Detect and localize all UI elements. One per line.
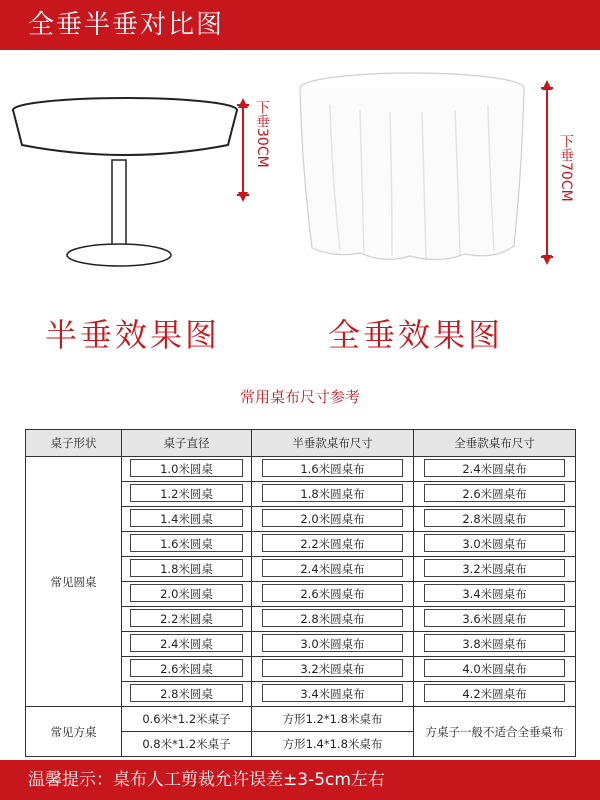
diameter-cell bbox=[122, 632, 252, 657]
half-drop-measure-label: 下垂30CM bbox=[254, 100, 270, 168]
full-drop-cell-text: 3.4米圆桌布 bbox=[424, 584, 566, 602]
half-drop-cell-text: 2.6米圆桌布 bbox=[262, 584, 404, 602]
half-drop-cell-text: 2.0米圆桌布 bbox=[262, 509, 404, 527]
diameter-cell bbox=[122, 532, 252, 557]
diameter-cell: 0.8米*1.2米桌子 bbox=[122, 732, 252, 757]
half-drop-cell: 方形1.2*1.8米桌布 bbox=[252, 707, 414, 732]
round-shape-cell: 常见圆桌 bbox=[26, 457, 122, 707]
full-drop-cell-text: 4.2米圆桌布 bbox=[424, 684, 566, 702]
diameter-cell: 0.6米*1.2米桌子 bbox=[122, 707, 252, 732]
diameter-cell-text: 2.8米圆桌 bbox=[130, 684, 244, 702]
table-row bbox=[26, 457, 576, 482]
size-reference-table bbox=[25, 429, 576, 757]
column-header-full-drop: 全垂款桌布尺寸 bbox=[414, 430, 576, 457]
footer-tip-bar bbox=[0, 760, 600, 800]
half-drop-table-drawing bbox=[13, 98, 237, 266]
full-drop-cell-text: 2.6米圆桌布 bbox=[424, 484, 566, 502]
half-drop-cell bbox=[252, 607, 414, 632]
full-drop-cell bbox=[414, 607, 576, 632]
diameter-cell bbox=[122, 582, 252, 607]
half-drop-cell-text: 3.4米圆桌布 bbox=[262, 684, 404, 702]
full-drop-cell bbox=[414, 557, 576, 582]
diameter-cell-text: 2.6米圆桌 bbox=[130, 659, 244, 677]
diameter-cell bbox=[122, 657, 252, 682]
half-drop-cell-text: 3.2米圆桌布 bbox=[262, 659, 404, 677]
table-row bbox=[26, 707, 576, 732]
full-drop-measure-arrow bbox=[541, 80, 553, 265]
size-reference-title: 常用桌布尺寸参考 bbox=[239, 388, 360, 406]
half-drop-cell-text: 2.2米圆桌布 bbox=[262, 534, 404, 552]
half-drop-cell bbox=[252, 682, 414, 707]
half-drop-cell-text: 2.4米圆桌布 bbox=[262, 559, 404, 577]
half-drop-cell bbox=[252, 657, 414, 682]
square-shape-cell: 常见方桌 bbox=[26, 707, 122, 757]
half-drop-cell bbox=[252, 457, 414, 482]
diameter-cell-text: 1.6米圆桌 bbox=[130, 534, 244, 552]
half-drop-cell bbox=[252, 532, 414, 557]
diameter-cell-text: 1.4米圆桌 bbox=[130, 509, 244, 527]
half-drop-caption: 半垂效果图 bbox=[45, 316, 221, 354]
full-drop-cell-text: 4.0米圆桌布 bbox=[424, 659, 566, 677]
table-header-row bbox=[26, 430, 576, 457]
half-drop-cell bbox=[252, 632, 414, 657]
full-drop-table-drawing bbox=[300, 73, 524, 260]
square-table-group bbox=[26, 707, 576, 757]
footer-tip-text: 温馨提示：桌布人工剪裁允许误差±3-5cm左右 bbox=[28, 770, 385, 790]
diameter-cell bbox=[122, 507, 252, 532]
full-drop-cell bbox=[414, 507, 576, 532]
diameter-cell-text: 2.4米圆桌 bbox=[130, 634, 244, 652]
full-drop-cell-text: 3.8米圆桌布 bbox=[424, 634, 566, 652]
comparison-illustration bbox=[0, 50, 600, 300]
full-drop-cell bbox=[414, 632, 576, 657]
full-drop-cell-text: 3.6米圆桌布 bbox=[424, 609, 566, 627]
diameter-cell-text: 2.2米圆桌 bbox=[130, 609, 244, 627]
half-drop-cell bbox=[252, 507, 414, 532]
diameter-cell-text: 2.0米圆桌 bbox=[130, 584, 244, 602]
diameter-cell-text: 1.0米圆桌 bbox=[130, 459, 244, 477]
column-header-diameter: 桌子直径 bbox=[122, 430, 252, 457]
full-drop-cell-text: 2.8米圆桌布 bbox=[424, 509, 566, 527]
full-drop-cell bbox=[414, 532, 576, 557]
full-drop-cell bbox=[414, 482, 576, 507]
half-drop-cell-text: 1.8米圆桌布 bbox=[262, 484, 404, 502]
half-drop-measure-arrow bbox=[237, 98, 249, 202]
diameter-cell-text: 1.8米圆桌 bbox=[130, 559, 244, 577]
column-header-shape: 桌子形状 bbox=[26, 430, 122, 457]
full-drop-caption: 全垂效果图 bbox=[328, 316, 504, 354]
full-drop-note-cell: 方桌子一般不适合全垂桌布 bbox=[414, 707, 576, 757]
full-drop-cell bbox=[414, 582, 576, 607]
half-drop-cell bbox=[252, 557, 414, 582]
diameter-cell bbox=[122, 457, 252, 482]
diameter-cell bbox=[122, 557, 252, 582]
diameter-cell bbox=[122, 607, 252, 632]
full-drop-cell bbox=[414, 457, 576, 482]
diameter-cell bbox=[122, 482, 252, 507]
diameter-cell bbox=[122, 682, 252, 707]
half-drop-cell-text: 1.6米圆桌布 bbox=[262, 459, 404, 477]
page-header bbox=[0, 0, 600, 50]
full-drop-cell bbox=[414, 657, 576, 682]
half-drop-cell-text: 3.0米圆桌布 bbox=[262, 634, 404, 652]
half-drop-cell bbox=[252, 482, 414, 507]
column-header-half-drop: 半垂款桌布尺寸 bbox=[252, 430, 414, 457]
half-drop-cell: 方形1.4*1.8米桌布 bbox=[252, 732, 414, 757]
illustration-svg bbox=[0, 50, 600, 300]
page-title: 全垂半垂对比图 bbox=[28, 10, 225, 40]
full-drop-measure-label: 下垂70CM bbox=[558, 134, 574, 202]
diameter-cell-text: 1.2米圆桌 bbox=[130, 484, 244, 502]
round-table-group bbox=[26, 457, 576, 707]
full-drop-cell bbox=[414, 682, 576, 707]
full-drop-cell-text: 3.2米圆桌布 bbox=[424, 559, 566, 577]
half-drop-cell bbox=[252, 582, 414, 607]
half-drop-cell-text: 2.8米圆桌布 bbox=[262, 609, 404, 627]
full-drop-cell-text: 3.0米圆桌布 bbox=[424, 534, 566, 552]
full-drop-cell-text: 2.4米圆桌布 bbox=[424, 459, 566, 477]
